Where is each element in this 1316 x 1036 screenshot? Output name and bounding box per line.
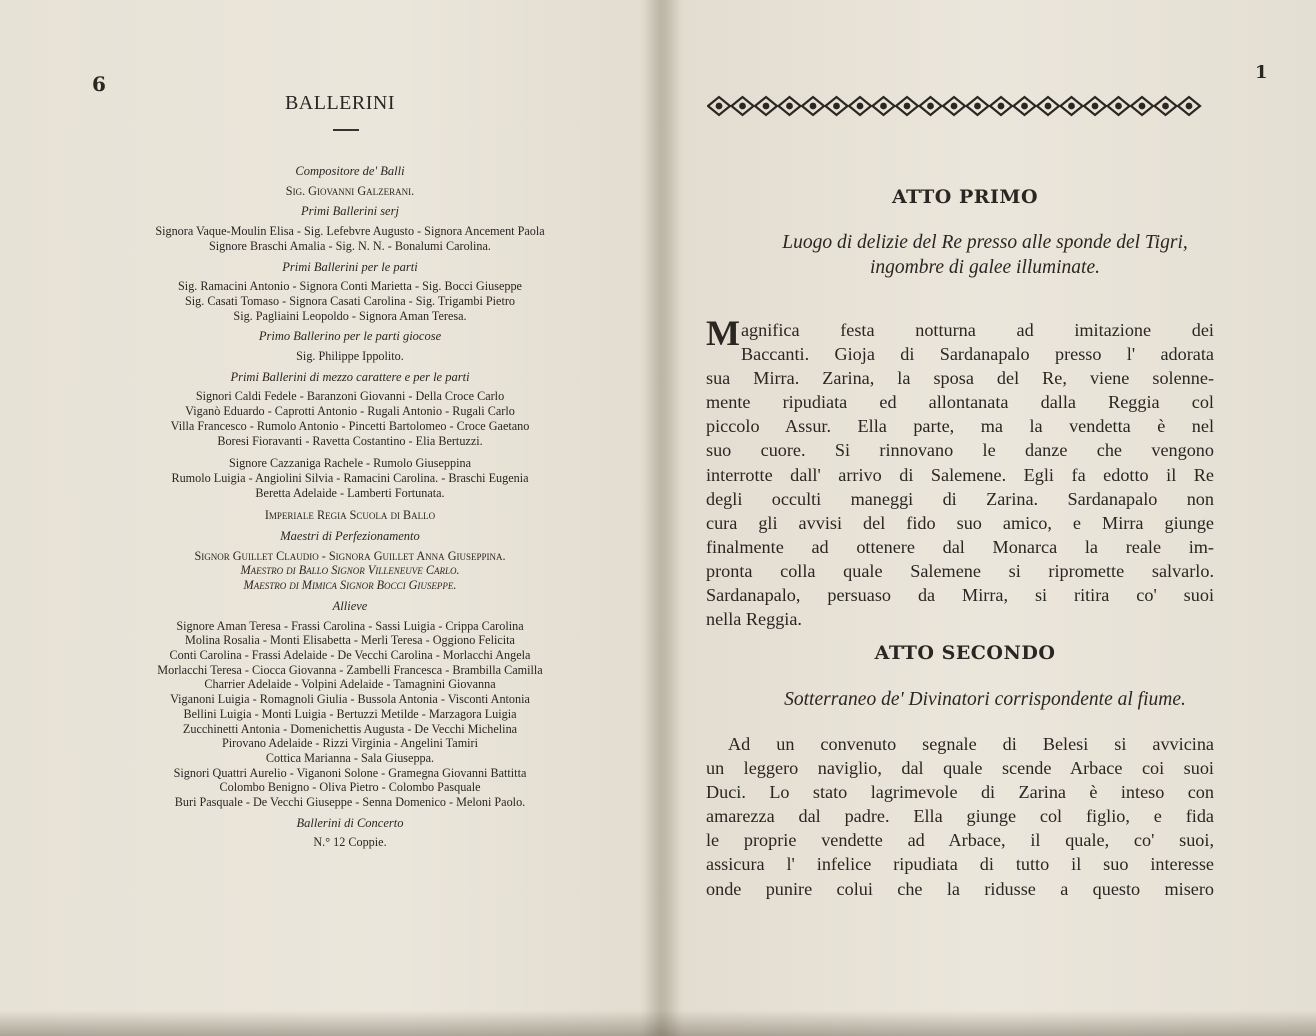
act2-setting-line: Sotterraneo de' Divinatori corrispondente al fiume. <box>784 689 1186 710</box>
text-line: Ad un convenuto segnale di Belesi si avvicina <box>728 734 1214 754</box>
act2-setting <box>705 687 1265 712</box>
section-heading: Primi Ballerini serj <box>301 204 399 219</box>
act1-setting-line: Luogo di delizie del Re presso alle sponde del Tigri, <box>782 232 1188 253</box>
cast-line: Colombo Benigno - Oliva Pietro - Colombo Pasquale <box>219 780 481 795</box>
cast-line: Signori Quattri Aurelio - Viganoni Solone - Gramegna Giovanni Battitta <box>173 765 527 780</box>
cast-line: Morlacchi Teresa - Ciocca Giovanna - Zambelli Francesca - Brambilla Camilla <box>157 662 543 677</box>
text-line: Baccanti. Gioja di Sardanapalo presso l' adorata <box>740 344 1214 365</box>
cast-line: Sig. Ramacini Antonio - Signora Conti Marietta - Sig. Bocci Giuseppe <box>178 279 522 294</box>
text-line: le proprie vendette ad Arbace, il quale, co' suoi, <box>706 830 1214 851</box>
text-line: cura gli avvisi del fido suo amico, e Mirra giunge <box>706 512 1214 533</box>
text-line: Sardanapalo, persuaso da Mirra, si ritira co' suoi <box>706 585 1214 606</box>
drop-cap: M <box>706 313 740 353</box>
cast-line: Signor Guillet Claudio - Signora Guillet Anna Giuseppina. <box>194 548 506 563</box>
cast-line: Signore Braschi Amalia - Sig. N. N. - Bonalumi Carolina. <box>209 238 491 253</box>
page-title-ballerini: BALLERINI <box>284 92 396 114</box>
ornament-border <box>707 95 1212 117</box>
page-bottom-edge <box>0 1010 1316 1036</box>
text-line: assicura l' infelice ripudiata di tutto il suo interesse <box>706 854 1214 875</box>
section-heading: Ballerini di Concerto <box>296 815 404 830</box>
cast-line: Conti Carolina - Frassi Adelaide - De Vecchi Carolina - Morlacchi Angela <box>169 647 531 662</box>
cast-line: Zucchinetti Antonia - Domenichettis Augusta - De Vecchi Michelina <box>182 721 518 736</box>
cast-line: Sig. Giovanni Galzerani. <box>285 183 415 198</box>
cast-line: Imperiale Regia Scuola di Ballo <box>264 508 436 523</box>
text-line: nella Reggia. <box>706 609 802 630</box>
text-line: amarezza dal padre. Ella giunge col figlio, e fida <box>706 806 1214 827</box>
text-line: interrotte dall' arrivo di Salemene. Egli fa edotto il Re <box>706 464 1214 485</box>
cast-line: Maestro di Mimica Signor Bocci Giuseppe. <box>243 578 457 593</box>
text-line: un leggero naviglio, dal quale scende Arbace coi suoi <box>706 758 1214 779</box>
section-heading: Compositore de' Balli <box>295 164 405 178</box>
cast-line: Buri Pasquale - De Vecchi Giuseppe - Senna Domenico - Meloni Paolo. <box>174 795 526 810</box>
text-line: Duci. Lo stato lagrimevole di Zarina è inteso con <box>706 782 1214 803</box>
cast-line: Signori Caldi Fedele - Baranzoni Giovanni - Della Croce Carlo <box>195 389 505 404</box>
title-rule <box>333 129 359 131</box>
text-line: degli occulti maneggi di Zarina. Sardanapalo non <box>706 488 1214 509</box>
cast-line: Viganoni Luigia - Romagnoli Giulia - Bussola Antonia - Visconti Antonia <box>170 692 530 707</box>
section-gap <box>70 500 630 508</box>
text-line: mente ripudiata ed allontanata dalla Reggia col <box>706 392 1214 413</box>
cast-line: Signora Vaque-Moulin Elisa - Sig. Lefebvre Augusto - Signora Ancement Paola <box>155 224 545 239</box>
cast-line: Signore Aman Teresa - Frassi Carolina - Sassi Luigia - Crippa Carolina <box>176 618 524 633</box>
act2-text <box>706 732 1214 901</box>
page-number-left: 6 <box>92 72 106 96</box>
line-gap <box>70 448 630 456</box>
text-line: finalmente ad ottenere dal Monarca la reale im- <box>706 536 1214 557</box>
cast-line: Cottica Marianna - Sala Giuseppa. <box>265 750 435 765</box>
cast-line: Rumolo Luigia - Angiolini Silvia - Ramacini Carolina. - Braschi Eugenia <box>171 470 529 485</box>
cast-line: Villa Francesco - Rumolo Antonio - Pincetti Bartolomeo - Croce Gaetano <box>170 418 530 433</box>
act2-heading: ATTO SECONDO <box>874 642 1056 664</box>
act1-text <box>706 313 1214 631</box>
section-heading: Primo Ballerino per le parti giocose <box>258 329 442 344</box>
cast-line: Bellini Luigia - Monti Luigia - Bertuzzi Metilde - Marzagora Luigia <box>183 706 517 721</box>
cast-line: Pirovano Adelaide - Rizzi Virginia - Angelini Tamiri <box>222 736 478 751</box>
text-line: agnifica festa notturna ad imitazione dei <box>740 320 1214 340</box>
cast-line: Signore Cazzaniga Rachele - Rumolo Giuseppina <box>229 456 471 471</box>
act1-setting <box>705 230 1265 280</box>
section-heading: Allieve <box>332 598 368 613</box>
cast-line: Sig. Casati Tomaso - Signora Casati Carolina - Sig. Trigambi Pietro <box>184 293 515 308</box>
cast-line: Sig. Pagliaini Leopoldo - Signora Aman Teresa. <box>233 308 467 323</box>
section-heading: Primi Ballerini per le parti <box>282 259 418 274</box>
act1-heading: ATTO PRIMO <box>891 186 1038 208</box>
section-heading: Maestri di Perfezionamento <box>280 529 420 544</box>
cast-line: Charrier Adelaide - Volpini Adelaide - Tamagnini Giovanna <box>204 677 496 692</box>
cast-line: Beretta Adelaide - Lamberti Fortunata. <box>255 485 445 500</box>
text-line: sua Mirra. Zarina, la sposa del Re, viene solenne- <box>706 368 1214 389</box>
cast-line: Sig. Philippe Ippolito. <box>296 349 404 364</box>
section-heading: Primi Ballerini di mezzo carattere e per le parti <box>230 369 470 384</box>
cast-line: Viganò Eduardo - Caprotti Antonio - Rugali Antonio - Rugali Carlo <box>185 404 515 419</box>
cast-line: Boresi Fioravanti - Ravetta Costantino - Elia Bertuzzi. <box>217 433 483 448</box>
right-page <box>665 0 1316 1036</box>
text-line: suo cuore. Si rinnovano le danze che vengono <box>706 440 1214 461</box>
text-line: pronta colla quale Salemene si ripromette salvarlo. <box>706 560 1214 581</box>
cast-line: Maestro di Ballo Signor Villeneuve Carlo. <box>240 563 460 578</box>
page-number-right: 1 <box>1255 62 1268 83</box>
act1-setting-line: ingombre di galee illuminate. <box>870 257 1100 278</box>
cast-list <box>70 158 630 850</box>
text-line: onde punire colui che la ridusse a questo misero <box>706 878 1214 899</box>
text-line: piccolo Assur. Ella parte, ma la vendetta è nel <box>706 416 1214 437</box>
cast-line: Molina Rosalia - Monti Elisabetta - Merli Teresa - Oggiono Felicita <box>185 633 515 648</box>
cast-line: N.° 12 Coppie. <box>313 835 387 850</box>
